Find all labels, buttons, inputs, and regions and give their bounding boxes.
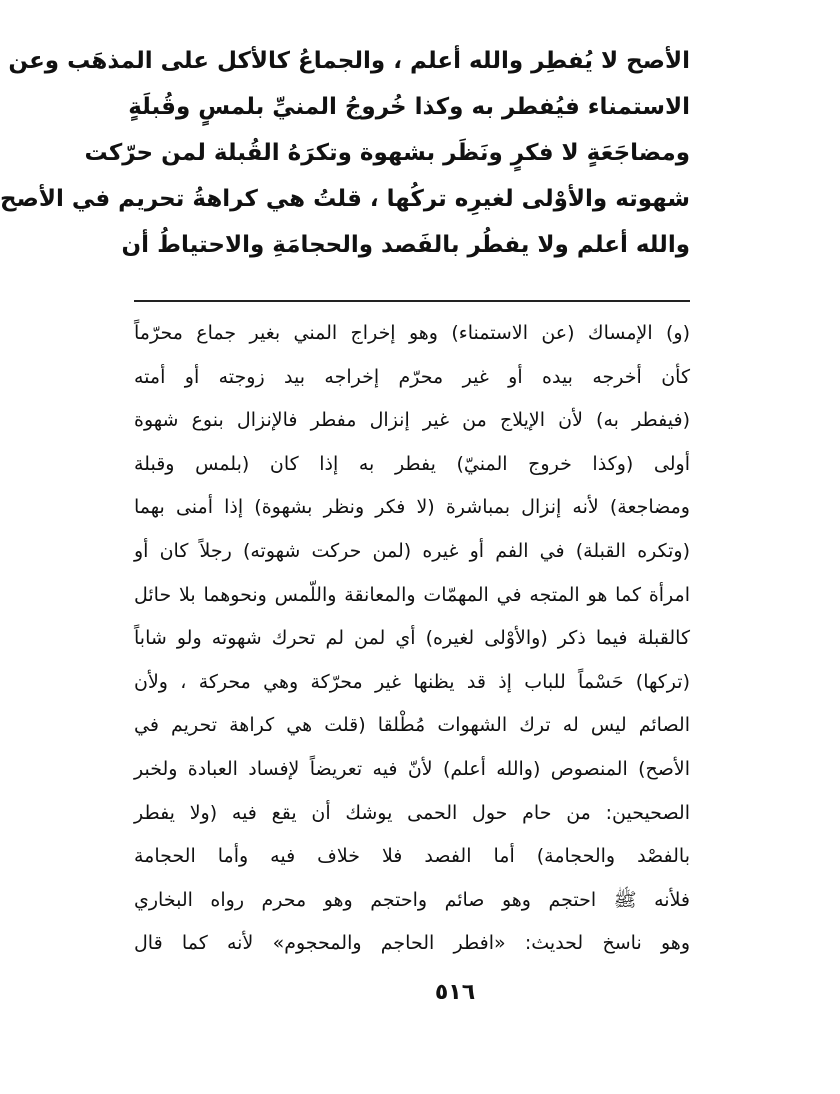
commentary-line: الصائم ليس له ترك الشهوات مُطْلقا (قلت هي كراهة تحريم في [134, 714, 690, 737]
commentary-line: بالفصْد والحجامة) أما الفصد فلا خلاف فيه وأما الحجامة [134, 845, 690, 868]
main-text-line: الاستمناء فيُفطر به وكذا خُروجُ المنيِّ بلمسٍ وقُبلَةٍ [128, 94, 690, 120]
commentary-line: الصحيحين: من حام حول الحمى يوشك أن يقع فيه (ولا يفطر [134, 801, 690, 824]
page-number: ٥١٦ [434, 980, 476, 1005]
section-divider [134, 300, 690, 302]
commentary-line: (وتكره القبلة) في الفم أو غيره (لمن حركت شهوته) رجلاً كان أو [134, 539, 690, 562]
main-text-line: الأصح لا يُفطِر والله أعلم ، والجماعُ كالأكل على المذهَب وعن [8, 48, 690, 74]
commentary-line: وهو ناسخ لحديث: «افطر الحاجم والمحجوم» لأنه كما قال [134, 932, 690, 955]
commentary-line: كأن أخرجه بيده أو غير محرّم إخراجه بيد زوجته أو أمته [134, 365, 690, 388]
commentary-line: الأصح) المنصوص (والله أعلم) لأنّ فيه تعريضاً لإفساد العبادة ولخبر [134, 757, 690, 780]
main-text-line: شهوته والأوْلى لغيرِه تركُها ، قلتُ هي كراهةُ تحريم في الأصح [0, 186, 690, 212]
commentary-line: ومضاجعة) لأنه إنزال بمباشرة (لا فكر ونظر بشهوة) إذا أمنى بهما [134, 496, 690, 519]
commentary-line: امرأة كما هو المتجه في المهمّات والمعانقة واللّمس ونحوهما بلا حائل [134, 583, 690, 606]
commentary-line: (و) الإمساك (عن الاستمناء) وهو إخراج المني بغير جماع محرّماً [134, 322, 690, 344]
commentary-line: كالقبلة فيما ذكر (والأوْلى لغيره) أي لمن لم تحرك شهوته ولو شاباً [134, 627, 690, 650]
commentary-line: فلأنه ﷺ احتجم وهو صائم واحتجم وهو محرم رواه البخاري [134, 888, 690, 911]
commentary-line: أولى (وكذا خروج المنيّ) يفطر به إذا كان (بلمس وقبلة [134, 452, 690, 475]
commentary-line: (فيفطر به) لأن الإيلاج من غير إنزال مفطر فالإنزال بنوع شهوة [134, 409, 690, 432]
main-text-line: والله أعلم ولا يفطُر بالفَصد والحجامَةِ والاحتياطُ أن [121, 232, 690, 258]
commentary-text-block [134, 312, 690, 966]
commentary-line: (تركها) حَسْماً للباب إذ قد يظنها غير محرّكة وهي محركة ، ولأن [134, 670, 690, 693]
main-text-block [0, 38, 690, 268]
main-text-line: ومضاجَعَةٍ لا فكرٍ ونَظَر بشهوة وتكرَهُ القُبلة لمن حرّكت [84, 140, 690, 166]
